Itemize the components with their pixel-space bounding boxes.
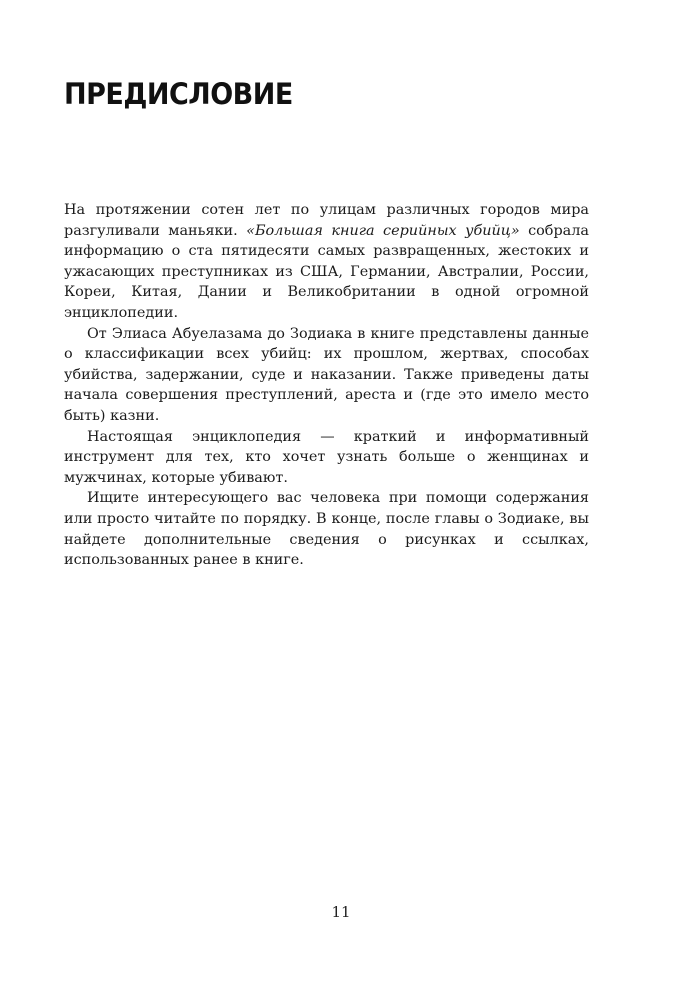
paragraph-intro-end: собрала информацию о ста пятидесяти самых развращенных, жестоких и ужасающих преступниках из США, Германии, Австралии, России, Кореи, Китая, Дании и Великобритании в одной огромной энциклопедии.	[64, 222, 589, 321]
paragraph-intro	[64, 200, 589, 324]
paragraph-encyclopedia: Настоящая энциклопедия — краткий и информативный инструмент для тех, кто хочет узнать больше о женщинах и мужчинах, которые убивают.	[64, 428, 589, 486]
body-text	[64, 200, 589, 571]
paragraph-intro-start: На протяжении сотен лет по улицам различных городов мира разгуливали маньяки.	[64, 202, 589, 239]
page-title: ПРЕДИСЛОВИЕ	[64, 78, 293, 112]
page-number: 11	[331, 903, 351, 921]
paragraph-classification: От Элиаса Абуелазама до Зодиака в книге представлены данные о классификации всех убийц: их прошлом, жертвах, способах убийства, задержании, суде и наказании. Также приведены даты начала совершения преступлений, ареста и (где это имело место быть) казни.	[64, 325, 589, 424]
paragraph-navigation: Ищите интересующего вас человека при помощи содержания или просто читайте по порядку. В конце, после главы о Зодиаке, вы найдете дополнительные сведения о рисунках и ссылках, использованных ранее в книге.	[64, 490, 589, 569]
book-title: «Большая книга серийных убийц»	[246, 222, 520, 239]
